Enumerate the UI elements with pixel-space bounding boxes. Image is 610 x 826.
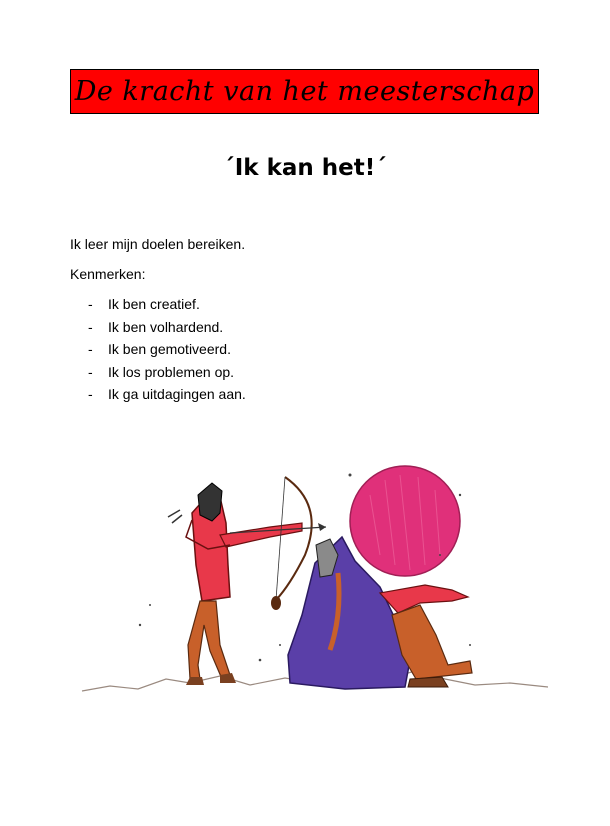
bullet-dash: - — [88, 386, 93, 402]
list-item-text: Ik ga uitdagingen aan. — [108, 386, 246, 402]
subtitle: ´Ik kan het!´ — [223, 155, 387, 181]
seated-figure-arm — [380, 585, 468, 613]
archer-illustration — [80, 465, 550, 705]
bullet-dash: - — [88, 341, 93, 357]
list-item-text: Ik ben volhardend. — [108, 318, 224, 335]
archer-head — [198, 483, 222, 521]
characteristics-list — [88, 296, 246, 409]
archer-arm — [220, 523, 302, 547]
list-item-text: Ik ben gemotiveerd. — [108, 341, 231, 357]
list-item-text: Ik ben creatief. — [108, 296, 200, 312]
bullet-dash: - — [88, 363, 93, 380]
list-item — [88, 386, 246, 409]
bullet-dash: - — [88, 296, 93, 312]
list-item — [88, 319, 246, 342]
bullet-dash: - — [88, 318, 93, 335]
characteristics-label: Kenmerken: — [70, 266, 146, 282]
list-item — [88, 364, 246, 387]
page-title: De kracht van het meesterschap — [74, 76, 535, 107]
list-item — [88, 341, 246, 364]
list-item — [88, 296, 246, 319]
archer-legs — [188, 601, 230, 679]
title-banner — [70, 69, 539, 114]
list-item-text: Ik los problemen op. — [108, 363, 235, 380]
bow — [276, 477, 312, 600]
intro-text: Ik leer mijn doelen bereiken. — [70, 236, 246, 252]
